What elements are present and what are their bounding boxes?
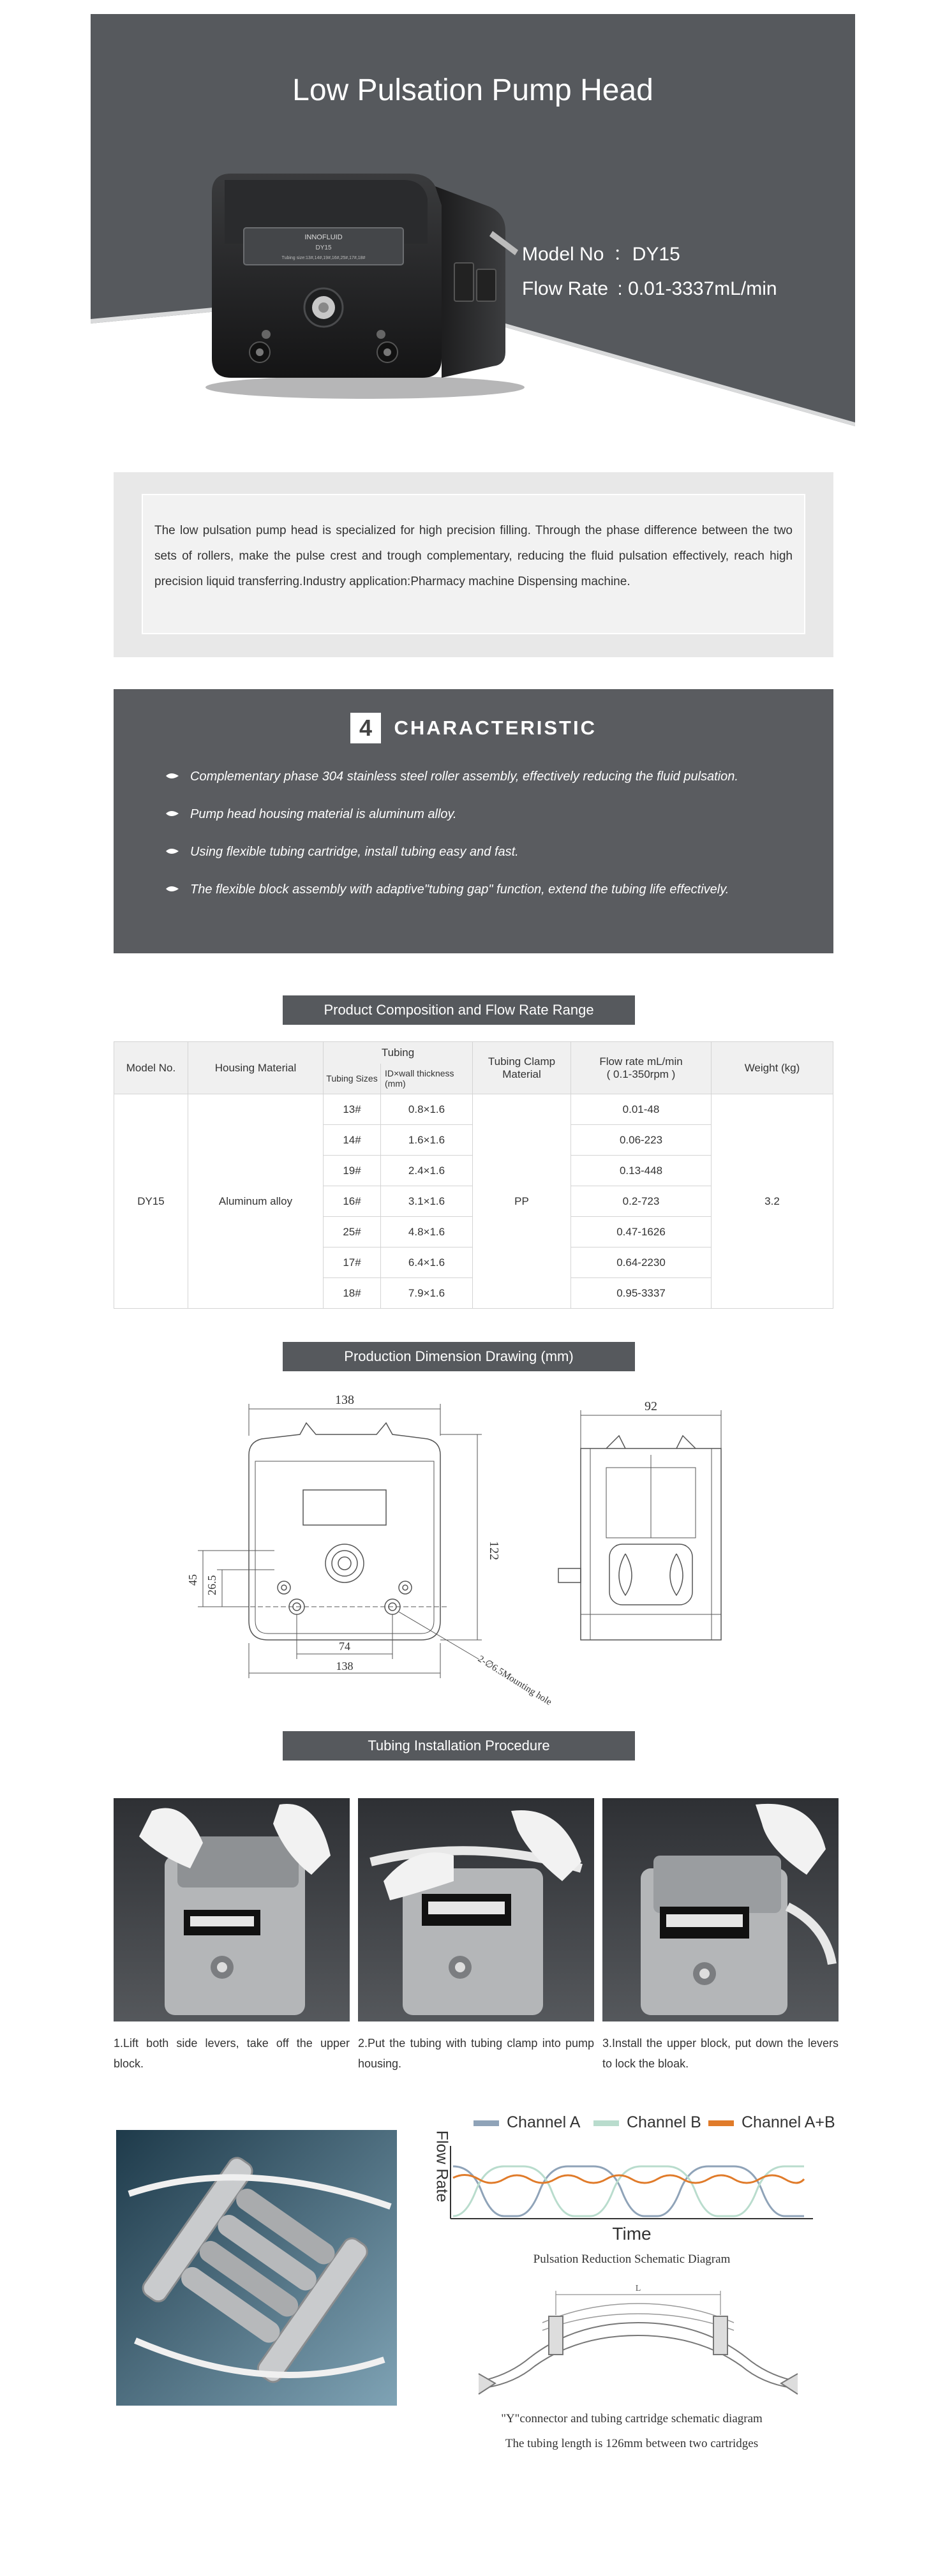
dim-holes: 2-∅6.5Mounting hole — [475, 1653, 554, 1708]
intro-inner — [142, 494, 805, 634]
legend-channel-ab — [708, 2113, 835, 2132]
header-flow-label: Flow rate mL/min — [599, 1055, 683, 1068]
device-brand-text: INNOFLUID — [304, 234, 343, 241]
dim-side-width: 92 — [645, 1399, 657, 1413]
model-row — [522, 237, 777, 272]
table-header-row — [114, 1042, 833, 1064]
y-connector-diagram — [472, 2278, 804, 2406]
legend-label-ab: Channel A+B — [742, 2113, 835, 2131]
cell-flow: 0.64-2230 — [571, 1247, 712, 1278]
table-row — [114, 1094, 833, 1125]
cell-id: 2.4×1.6 — [381, 1156, 473, 1186]
characteristic-item — [165, 842, 738, 880]
characteristic-header — [114, 713, 833, 743]
intro-box — [114, 472, 833, 657]
dim-26-5: 26.5 — [205, 1575, 218, 1595]
install-step1-caption: 1.Lift both side levers, take off the upper block. — [114, 2037, 350, 2070]
ycon-caption-1: "Y"connector and tubing cartridge schematic diagram — [501, 2412, 763, 2425]
cell-flow: 0.01-48 — [571, 1094, 712, 1125]
cell-flow: 0.95-3337 — [571, 1278, 712, 1309]
install-step2-caption: 2.Put the tubing with tubing clamp into pump housing. — [358, 2037, 594, 2070]
hero-banner — [91, 14, 855, 426]
characteristic-item-text: Pump head housing material is aluminum alloy. — [190, 807, 457, 821]
cell-id: 3.1×1.6 — [381, 1186, 473, 1217]
pulsation-ylabel-text: Flow Rate — [433, 2130, 451, 2203]
install-step2-image — [358, 1798, 594, 2021]
model-value: DY15 — [632, 244, 680, 265]
install-step3-caption: 3.Install the upper block, put down the levers to lock the bloak. — [602, 2037, 839, 2070]
cell-clamp: PP — [473, 1094, 571, 1309]
legend-swatch-b — [593, 2120, 619, 2126]
composition-table — [114, 1041, 833, 1309]
dim-45: 45 — [186, 1574, 199, 1586]
roller-cartridge-image — [116, 2130, 397, 2406]
install-step3-image — [602, 1798, 839, 2021]
cell-size: 19# — [324, 1156, 381, 1186]
hero-title: Low Pulsation Pump Head — [292, 73, 653, 107]
characteristic-item — [165, 805, 738, 842]
channel-a-curve — [453, 2166, 804, 2216]
dimension-drawing — [172, 1385, 779, 1729]
cell-flow: 0.47-1626 — [571, 1217, 712, 1247]
bullet-icon — [165, 884, 180, 894]
legend-channel-a — [474, 2113, 580, 2132]
characteristic-number: 4 — [350, 713, 381, 743]
dim-width-top: 138 — [335, 1393, 354, 1407]
cell-id: 7.9×1.6 — [381, 1278, 473, 1309]
cell-flow: 0.06-223 — [571, 1125, 712, 1156]
legend-swatch-a — [474, 2120, 499, 2126]
bullet-icon — [165, 771, 180, 781]
cell-size: 13# — [324, 1094, 381, 1125]
legend-channel-b — [593, 2113, 701, 2132]
header-tubing: Tubing — [324, 1042, 473, 1064]
characteristic-list — [165, 767, 738, 918]
bullet-icon — [165, 808, 180, 819]
characteristic-item — [165, 880, 738, 918]
dim-width-bottom: 138 — [336, 1660, 354, 1672]
device-model-text: DY15 — [315, 244, 332, 251]
cell-id: 6.4×1.6 — [381, 1247, 473, 1278]
device-tubing-text: Tubing size:13#,14#,19#,16#,25#,17#,18# — [281, 256, 366, 260]
flow-separator: : — [617, 278, 623, 299]
flow-label: Flow Rate — [522, 278, 609, 299]
flow-value: 0.01-3337mL/min — [628, 278, 777, 299]
channel-ab-curve — [453, 2175, 804, 2183]
cell-id: 4.8×1.6 — [381, 1217, 473, 1247]
flow-row — [522, 272, 777, 306]
legend-swatch-ab — [708, 2120, 734, 2126]
header-housing: Housing Material — [188, 1042, 324, 1094]
model-label: Model No — [522, 244, 604, 265]
pulsation-xlabel: Time — [612, 2224, 652, 2244]
install-banner: Tubing Installation Procedure — [283, 1731, 635, 1761]
legend-label-b: Channel B — [627, 2113, 701, 2131]
header-model: Model No. — [114, 1042, 188, 1094]
cell-flow: 0.2-723 — [571, 1186, 712, 1217]
dimension-banner: Production Dimension Drawing (mm) — [283, 1342, 635, 1371]
ycon-caption-2: The tubing length is 126mm between two cartridges — [505, 2437, 759, 2450]
cell-size: 17# — [324, 1247, 381, 1278]
cell-weight: 3.2 — [712, 1094, 833, 1309]
dim-height: 122 — [487, 1541, 501, 1560]
pulsation-chart — [447, 2141, 817, 2224]
characteristic-title: CHARACTERISTIC — [394, 717, 597, 739]
cell-flow: 0.13-448 — [571, 1156, 712, 1186]
characteristic-item — [165, 767, 738, 805]
characteristic-section — [114, 689, 833, 953]
cell-size: 14# — [324, 1125, 381, 1156]
header-flow — [571, 1042, 712, 1094]
header-flow-sub: ( 0.1-350rpm ) — [606, 1068, 676, 1080]
intro-text: The low pulsation pump head is specialized for high precision filling. Through the phase difference between the two sets of rollers, make the pulse crest and trough complementary, reducing the fluid pulsation effectively, reach high precision liquid transferring.Industry application:Pharmacy machine Dispensing machine. — [154, 524, 793, 588]
bullet-icon — [165, 846, 180, 856]
header-tubing-sizes: Tubing Sizes — [324, 1064, 381, 1094]
cell-model: DY15 — [114, 1094, 188, 1309]
characteristic-item-text: Using flexible tubing cartridge, install tubing easy and fast. — [190, 845, 519, 859]
legend-label-a: Channel A — [507, 2113, 581, 2131]
header-id-wall: ID×wall thickness (mm) — [381, 1064, 473, 1094]
composition-banner: Product Composition and Flow Rate Range — [283, 995, 635, 1025]
cell-size: 18# — [324, 1278, 381, 1309]
model-separator: ： — [613, 244, 632, 265]
cell-size: 25# — [324, 1217, 381, 1247]
hero-specs — [522, 237, 777, 306]
cell-size: 16# — [324, 1186, 381, 1217]
cell-id: 1.6×1.6 — [381, 1125, 473, 1156]
dim-74: 74 — [339, 1640, 350, 1653]
cell-housing: Aluminum alloy — [188, 1094, 324, 1309]
install-step1-image — [114, 1798, 350, 2021]
ycon-length-label: L — [635, 2284, 641, 2293]
characteristic-item-text: The flexible block assembly with adaptive"tubing gap" function, extend the tubing life effectively. — [190, 882, 729, 897]
header-weight: Weight (kg) — [712, 1042, 833, 1094]
pump-head-image — [186, 167, 544, 410]
header-clamp: Tubing Clamp Material — [473, 1042, 571, 1094]
pulsation-caption: Pulsation Reduction Schematic Diagram — [533, 2252, 731, 2266]
characteristic-item-text: Complementary phase 304 stainless steel roller assembly, effectively reducing the fluid pulsation. — [190, 770, 738, 784]
cell-id: 0.8×1.6 — [381, 1094, 473, 1125]
